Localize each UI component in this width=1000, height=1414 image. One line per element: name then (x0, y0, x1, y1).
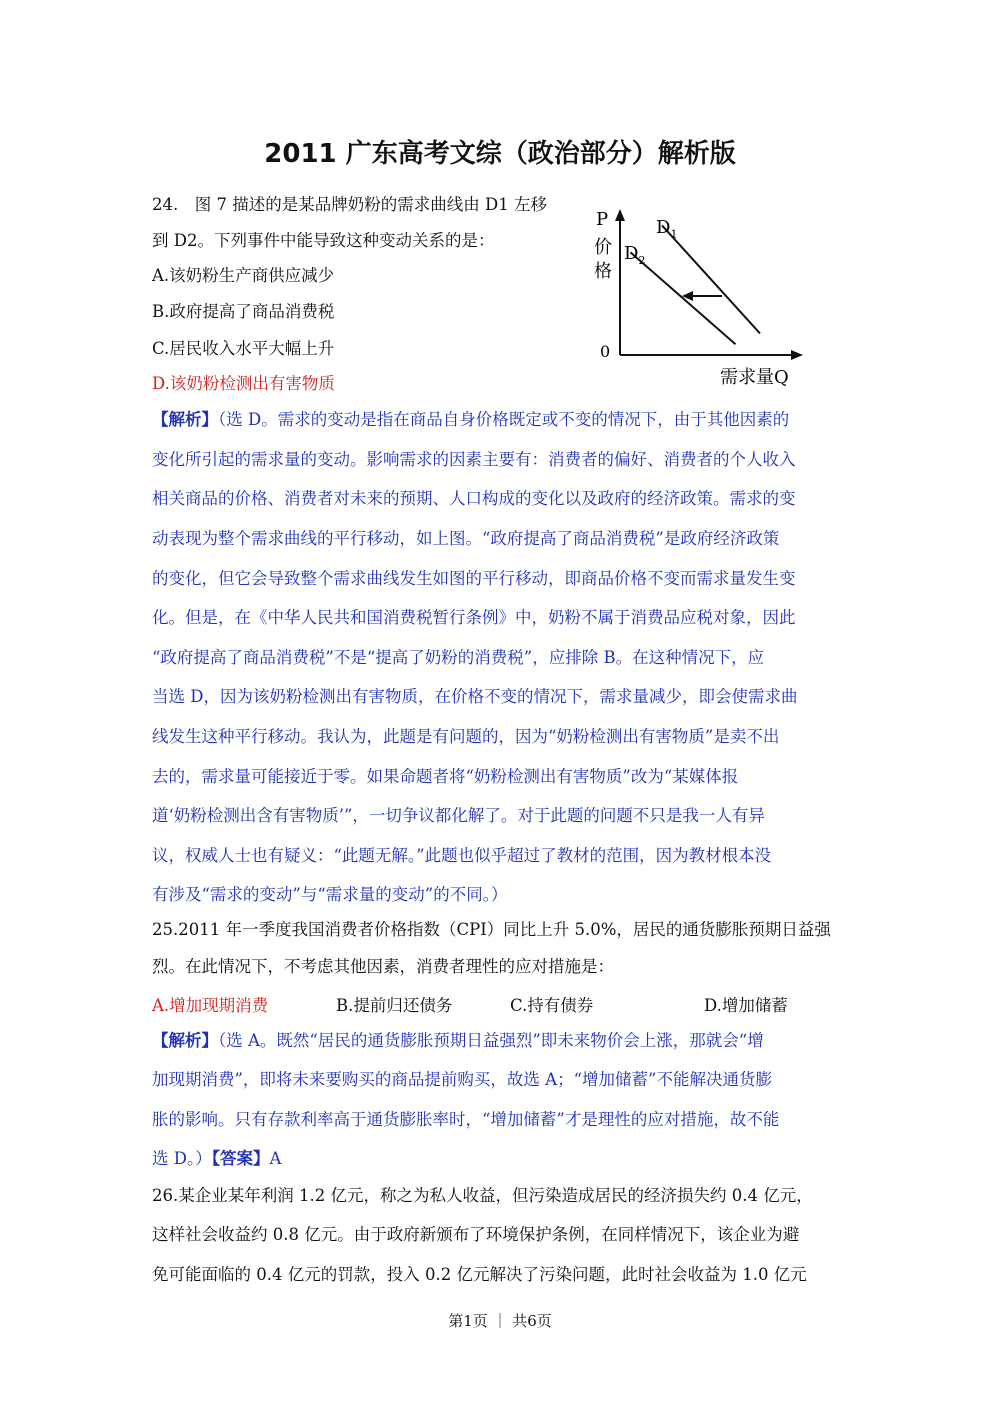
q25-option-a: A.增加现期消费 (152, 996, 269, 1015)
origin-label: 0 (600, 342, 611, 361)
q25-analysis-text-4: 选 D。） (152, 1149, 212, 1168)
q25-stem-line-1: 25.2011 年一季度我国消费者价格指数（CPI）同比上升 5.0%，居民的通货膨胀预期日益强 (152, 920, 831, 939)
q25-analysis-line-2: 加现期消费”，即将未来要购买的商品提前购买，故选 A；“增加储蓄”不能解决通货膨 (152, 1070, 772, 1089)
y-axis-label-1: 价 (594, 237, 612, 258)
q24-analysis-line-4: 动表现为整个需求曲线的平行移动，如上图。“政府提高了商品消费税”是政府经济政策 (152, 529, 780, 548)
q25-analysis-line-1 (152, 1030, 852, 1052)
page-footer: 第1页 ｜ 共6页 (448, 1312, 552, 1330)
q25-analysis-line-4 (152, 1148, 852, 1170)
q24-analysis-line-13: 有涉及“需求的变动”与“需求量的变动”的不同。） (152, 885, 508, 904)
q24-analysis-line-2: 变化所引起的需求量的变动。影响需求的因素主要有：消费者的偏好、消费者的个人收入 (152, 450, 796, 469)
y-axis-letter: P (596, 209, 609, 230)
q25-answer-label: 【答案】 (211, 1149, 270, 1168)
q24-analysis-line-10: 去的，需求量可能接近于零。如果命题者将“奶粉检测出有害物质”改为“某媒体报 (152, 767, 739, 786)
q24-analysis-line-12: 议，权威人士也有疑义：“此题无解。”此题也似乎超过了教材的范围，因为教材根本没 (152, 846, 772, 865)
q24-analysis-line-7: “政府提高了商品消费税”不是“提高了奶粉的消费税”，应排除 B。在这种情况下，应 (152, 648, 765, 667)
q24-stem-line-1: 24. 图 7 描述的是某品牌奶粉的需求曲线由 D1 左移 (152, 195, 547, 214)
q25-analysis-line-3: 胀的影响。只有存款利率高于通货膨胀率时，“增加储蓄”才是理性的应对措施，故不能 (152, 1110, 780, 1129)
curve-d2-label: $D_2$ (624, 243, 646, 267)
q24-option-c: C.居民收入水平大幅上升 (152, 339, 335, 358)
q24-analysis-line-6: 化。但是，在《中华人民共和国消费税暂行条例》中，奶粉不属于消费品应税对象，因此 (152, 608, 796, 627)
q24-analysis-line-3: 相关商品的价格、消费者对未来的预期、人口构成的变化以及政府的经济政策。需求的变 (152, 489, 796, 508)
q26-stem-line-2: 这样社会收益约 0.8 亿元。由于政府新颁布了环境保护条例，在同样情况下，该企业为避 (152, 1225, 800, 1244)
q25-option-b: B.提前归还债务 (336, 996, 453, 1015)
x-axis-arrow (791, 350, 803, 360)
curve-d1-label: $D_1$ (656, 217, 678, 241)
q26-stem-line-1: 26.某企业某年利润 1.2 亿元，称之为私人收益，但污染造成居民的经济损失约 0.4 亿元， (152, 1186, 813, 1205)
y-axis-label-2: 格 (594, 261, 612, 282)
demand-curve-chart (590, 205, 820, 390)
q24-analysis-text-1: （选 D。需求的变动是指在商品自身价格既定或不变的情况下，由于其他因素的 (218, 410, 790, 429)
curve-d2 (631, 252, 736, 344)
page-title: 2011 广东高考文综（政治部分）解析版 (264, 139, 736, 169)
q24-analysis-label: 【解析】 (152, 410, 218, 429)
q24-analysis-line-11: 道‘奶粉检测出含有害物质’”，一切争议都化解了。对于此题的问题不只是我一人有异 (152, 806, 765, 825)
q24-option-d: D.该奶粉检测出有害物质 (152, 374, 335, 393)
q24-analysis-line-9: 线发生这种平行移动。我认为，此题是有问题的，因为“奶粉检测出有害物质”是卖不出 (152, 727, 780, 746)
q25-analysis-label: 【解析】 (152, 1031, 218, 1050)
q25-analysis-text-1: （选 A。既然“居民的通货膨胀预期日益强烈”即未来物价会上涨，那就会“增 (218, 1031, 764, 1050)
q24-analysis-line-8: 当选 D，因为该奶粉检测出有害物质，在价格不变的情况下，需求量减少，即会使需求曲 (152, 687, 798, 706)
q24-option-b: B.政府提高了商品消费税 (152, 302, 335, 321)
q24-analysis-line-5: 的变化，但它会导致整个需求曲线发生如图的平行移动，即商品价格不变而需求量发生变 (152, 569, 796, 588)
q25-stem-line-2: 烈。在此情况下，不考虑其他因素，消费者理性的应对措施是： (152, 957, 614, 976)
q25-option-c: C.持有债券 (510, 996, 594, 1015)
q24-option-a: A.该奶粉生产商供应减少 (152, 266, 335, 285)
q25-answer: A (269, 1149, 282, 1168)
q25-option-d: D.增加储蓄 (704, 996, 788, 1015)
q25-options-row (152, 992, 852, 1014)
q24-analysis-line-1 (152, 409, 852, 431)
q26-stem-line-3: 免可能面临的 0.4 亿元的罚款，投入 0.2 亿元解决了污染问题，此时社会收益为 1.0 亿元 (152, 1265, 807, 1284)
curve-d1 (662, 225, 760, 333)
x-axis-label: 需求量Q (720, 367, 789, 388)
q24-stem-line-2: 到 D2。下列事件中能导致这种变动关系的是： (152, 231, 495, 250)
y-axis-arrow (615, 209, 625, 221)
